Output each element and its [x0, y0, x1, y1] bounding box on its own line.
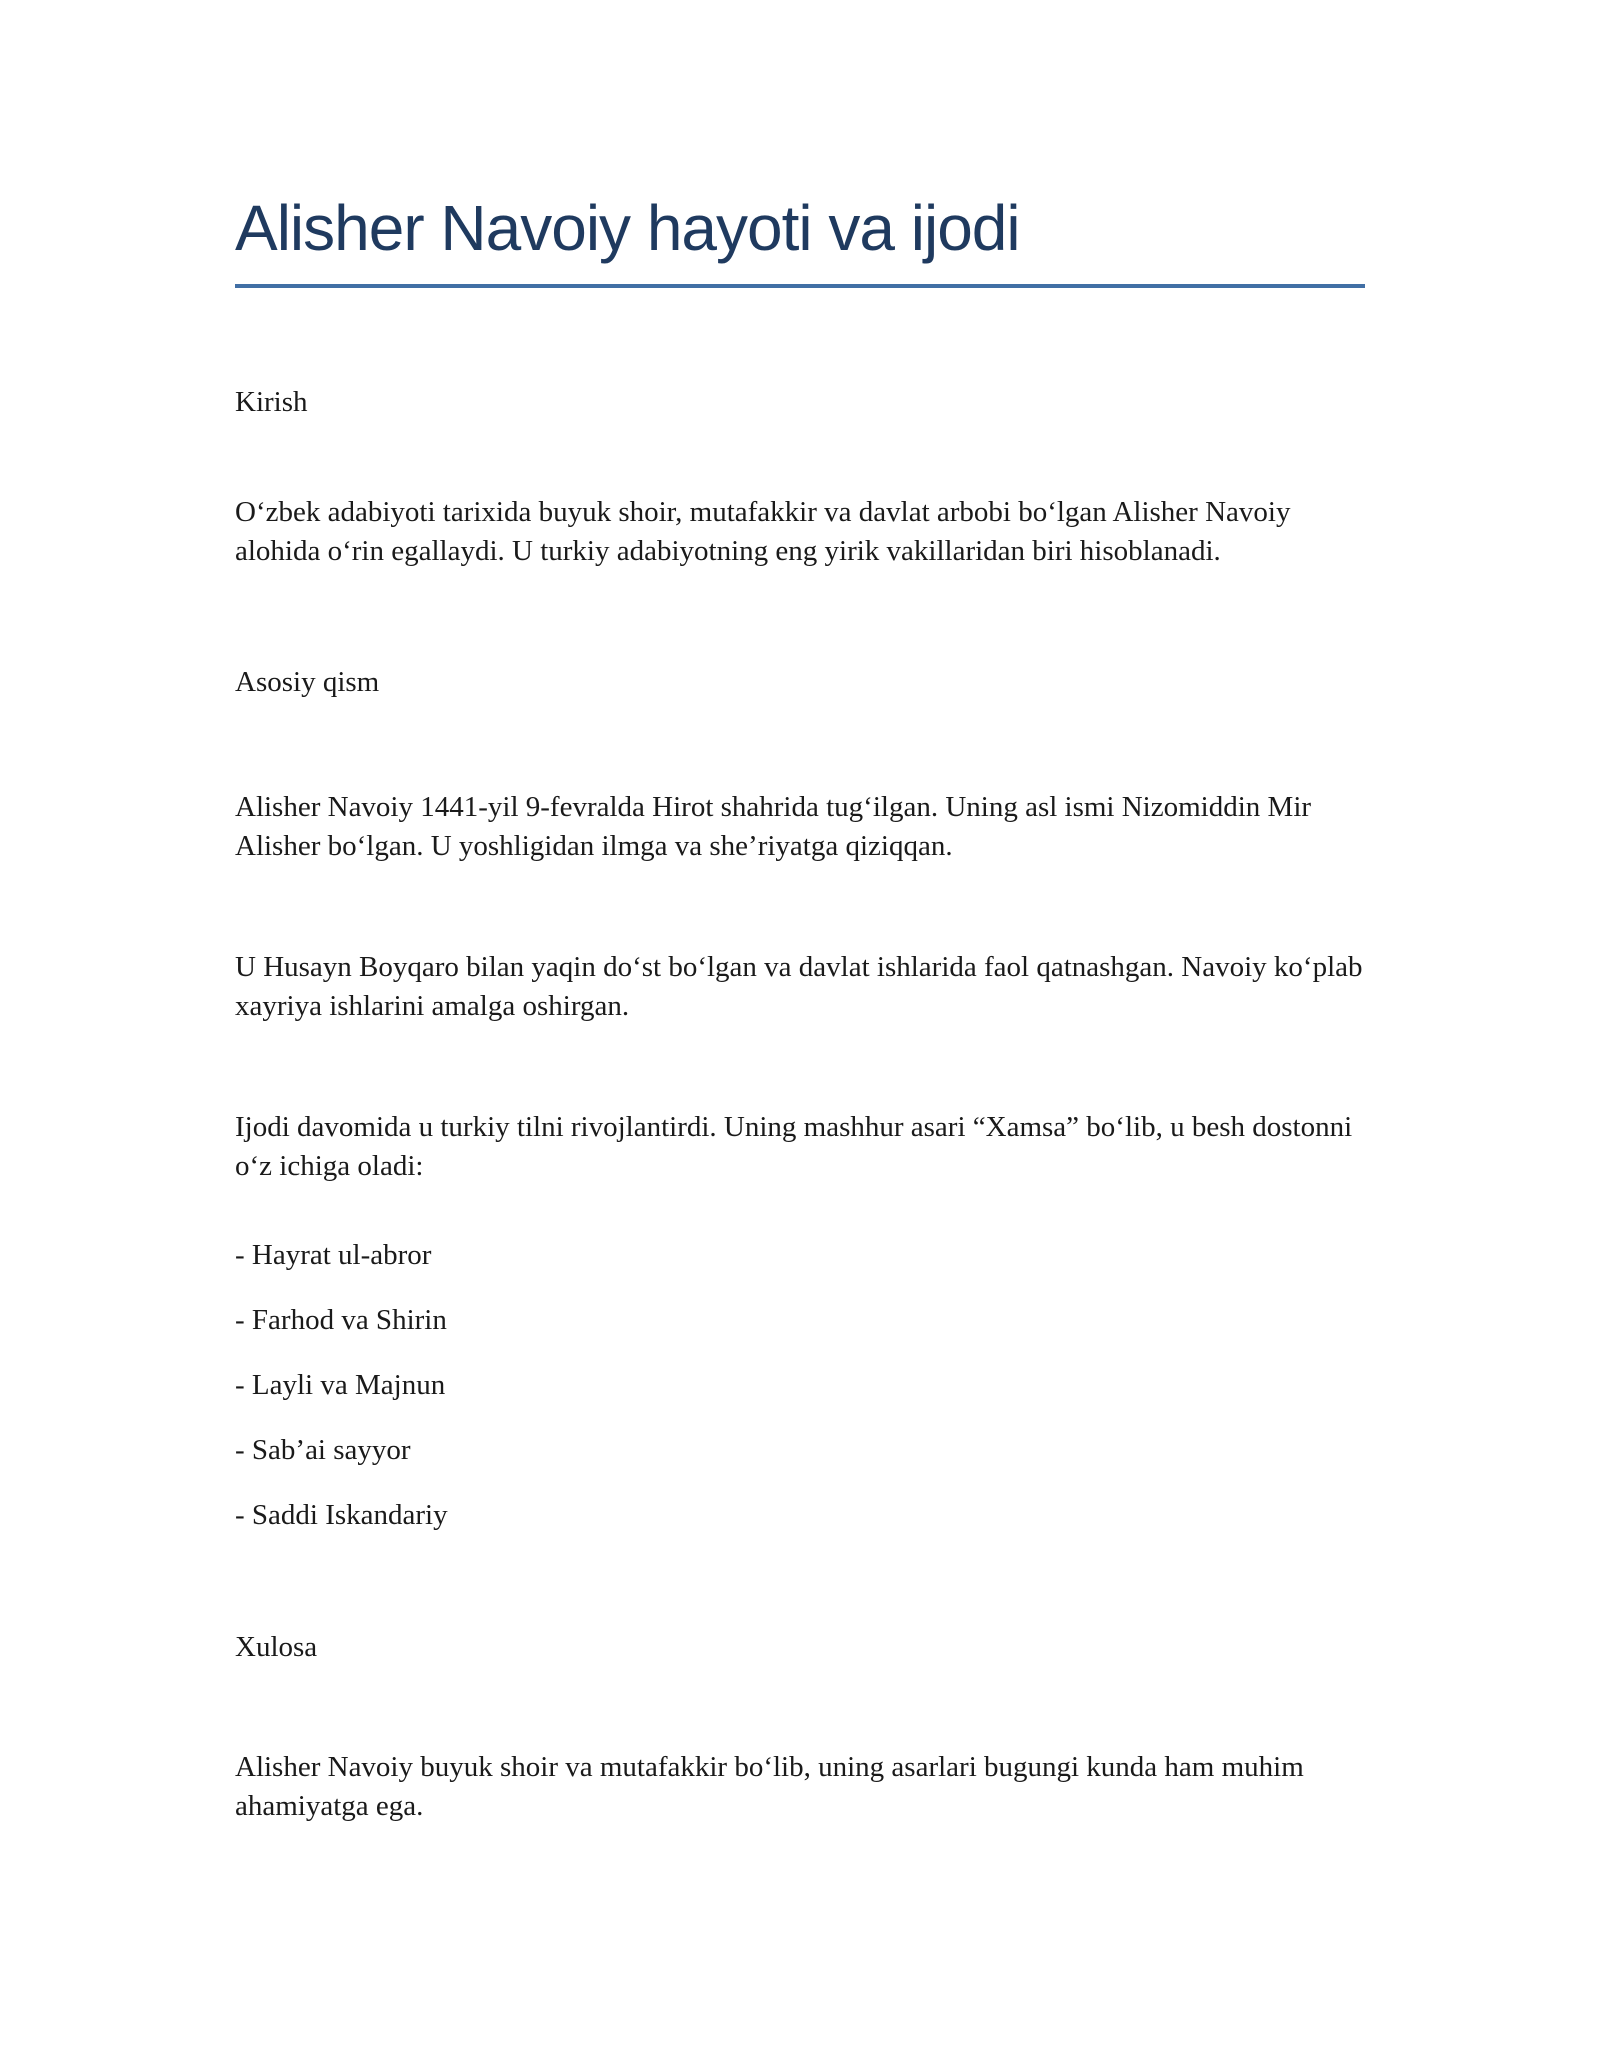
list-item-saddi-iskandariy: - Saddi Iskandariy — [235, 1499, 448, 1531]
section-heading-kirish: Kirish — [235, 386, 308, 418]
list-item-sabai-sayyor: - Sab’ai sayyor — [235, 1434, 411, 1466]
list-item-layli-va-majnun: - Layli va Majnun — [235, 1369, 446, 1401]
section-heading-xulosa: Xulosa — [235, 1631, 318, 1663]
conclusion-paragraph: Alisher Navoiy buyuk shoir va mutafakkir bo‘lib, uning asarlari bugungi kunda ham muhim ahamiyatga ega. — [235, 1751, 1304, 1822]
list-item-hayrat-ul-abror: - Hayrat ul-abror — [235, 1239, 432, 1271]
paragraph-husayn-boyqaro: U Husayn Boyqaro bilan yaqin do‘st bo‘lgan va davlat ishlarida faol qatnashgan. Navoiy ko‘plab xayriya ishlarini amalga oshirgan. — [235, 951, 1363, 1022]
section-heading-asosiy-qism: Asosiy qism — [235, 666, 380, 698]
list-item-farhod-va-shirin: - Farhod va Shirin — [235, 1304, 447, 1336]
paragraph-xamsa: Ijodi davomida u turkiy tilni rivojlantirdi. Uning mashhur asari “Xamsa” bo‘lib, u besh dostonni o‘z ichiga oladi: — [235, 1111, 1353, 1182]
paragraph-birth: Alisher Navoiy 1441-yil 9-fevralda Hirot shahrida tug‘ilgan. Uning asl ismi Nizomiddin Mir Alisher bo‘lgan. U yoshligidan ilmga va she’riyatga qiziqqan. — [235, 791, 1312, 862]
khamsa-list — [235, 1236, 1365, 1535]
intro-paragraph: O‘zbek adabiyoti tarixida buyuk shoir, mutafakkir va davlat arbobi bo‘lgan Alisher Navoiy alohida o‘rin egallaydi. U turkiy adabiyotning eng yirik vakillaridan biri hisoblanadi. — [235, 496, 1291, 567]
document-title: Alisher Navoiy hayoti va ijodi — [235, 196, 1365, 288]
